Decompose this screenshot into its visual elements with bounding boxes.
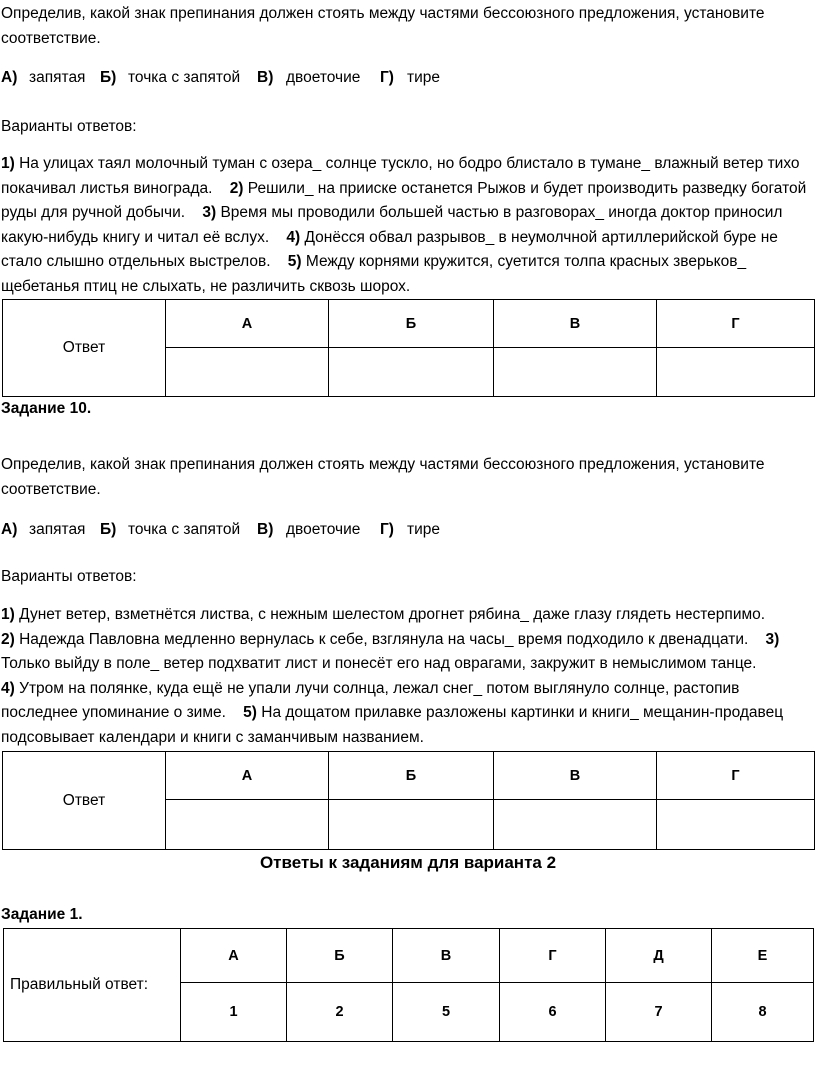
option-letter-g: Г)	[380, 69, 394, 86]
item-text: Дунет ветер, взметнётся листва, с нежным шелестом дрогнет рябина_ даже глазу глядеть нестерпимо.	[19, 606, 766, 623]
answer-value-g: 6	[500, 983, 606, 1042]
answer-cell-a[interactable]	[166, 348, 329, 397]
column-header-g: Г	[657, 300, 815, 348]
column-header-e: Е	[712, 929, 814, 983]
item-number: 2)	[229, 179, 244, 197]
answer-cell-b[interactable]	[329, 348, 494, 397]
option-letter-b: Б)	[100, 69, 117, 86]
column-header-d: Д	[606, 929, 712, 983]
task10-heading: Задание 10.	[1, 400, 92, 417]
option-letter-v: В)	[257, 521, 274, 538]
option-text-a: запятая	[29, 69, 86, 86]
item-number: 4)	[1, 679, 15, 697]
column-header-b: Б	[329, 300, 494, 348]
item-number: 1)	[1, 606, 15, 623]
item-text: Утром на полянке, куда ещё не упали лучи солнца, лежал снег_ потом выглянуло солнце, растопив последнее упоминание о зиме.	[1, 679, 740, 721]
column-header-b: Б	[287, 929, 393, 983]
task10-answer-table	[2, 751, 815, 850]
option-letter-b: Б)	[100, 521, 117, 538]
task10-instruction: Определив, какой знак препинания должен стоять между частями бессоюзного предложения, установите соответствие.	[1, 456, 765, 498]
column-header-v: В	[494, 752, 657, 800]
answer-value-v: 5	[393, 983, 500, 1042]
answer-label: Ответ	[3, 752, 166, 850]
answer-cell-a[interactable]	[166, 800, 329, 850]
answer-cell-v[interactable]	[494, 800, 657, 850]
answer-value-d: 7	[606, 983, 712, 1042]
item-number: 3)	[765, 630, 780, 648]
item-number: 5)	[243, 704, 257, 721]
answer-cell-b[interactable]	[329, 800, 494, 850]
item-text: Донёсся обвал разрывов_ в неумолчной артиллерийской буре не стало слышно отдельных выстрелов.	[1, 228, 778, 270]
item-text: Только выйду в поле_ ветер подхватит лист и понесёт его над оврагами, закружит в немыслимом танце.	[1, 655, 757, 672]
column-header-v: В	[393, 929, 500, 983]
answer-cell-g[interactable]	[657, 800, 815, 850]
option-text-g: тире	[407, 69, 440, 86]
option-letter-g: Г)	[380, 521, 394, 538]
task9-variants-label: Варианты ответов:	[1, 118, 137, 135]
column-header-g: Г	[500, 929, 606, 983]
item-number: 4)	[286, 228, 301, 246]
correct-answer-label: Правильный ответ:	[4, 929, 181, 1042]
item-text: Решили_ на прииске останется Рыжов и будет производить разведку богатой руды для ручной добычи.	[1, 179, 807, 221]
option-text-b: точка с запятой	[128, 69, 241, 86]
column-header-a: А	[181, 929, 287, 983]
column-header-g: Г	[657, 752, 815, 800]
task9-options	[1, 66, 813, 90]
item-text: На улицах таял молочный туман с озера_ солнце тускло, но бодро блистало в тумане_ влажный ветер тихо покачивал листья винограда.	[1, 155, 800, 197]
option-text-v: двоеточие	[286, 69, 361, 86]
item-text: Время мы проводили большей частью в разговорах_ иногда доктор приносил какую-нибудь книгу и читал её вслух.	[1, 204, 783, 246]
item-text: Между корнями кружится, суетится толпа красных зверьков_ щебетанья птиц не слыхать, не различить сквозь шорох.	[1, 253, 747, 295]
answer-value-b: 2	[287, 983, 393, 1042]
task10-items	[1, 603, 813, 750]
task10-options	[1, 518, 813, 542]
option-text-g: тире	[407, 521, 440, 538]
option-letter-v: В)	[257, 69, 274, 86]
option-text-v: двоеточие	[286, 521, 361, 538]
option-letter-a: А)	[1, 69, 18, 86]
answer-cell-g[interactable]	[657, 348, 815, 397]
column-header-a: А	[166, 300, 329, 348]
answers-table	[3, 928, 814, 1042]
answer-cell-v[interactable]	[494, 348, 657, 397]
answer-value-e: 8	[712, 983, 814, 1042]
option-letter-a: А)	[1, 521, 18, 538]
option-text-a: запятая	[29, 521, 86, 538]
answers-title: Ответы к заданиям для варианта 2	[259, 853, 557, 872]
task9-instruction: Определив, какой знак препинания должен стоять между частями бессоюзного предложения, установите соответствие.	[1, 5, 765, 47]
column-header-a: А	[166, 752, 329, 800]
item-text: На дощатом прилавке разложены картинки и книги_ мещанин-продавец подсовывает календари и книги с заманчивым названием.	[1, 704, 784, 746]
task9-answer-table	[2, 299, 815, 397]
answer-value-a: 1	[181, 983, 287, 1042]
column-header-v: В	[494, 300, 657, 348]
option-text-b: точка с запятой	[128, 521, 241, 538]
task9-items	[1, 152, 813, 299]
task10-variants-label: Варианты ответов:	[1, 568, 137, 585]
column-header-b: Б	[329, 752, 494, 800]
item-number: 5)	[287, 253, 302, 270]
answers-task1-heading: Задание 1.	[1, 906, 83, 923]
item-text: Надежда Павловна медленно вернулась к себе, взглянула на часы_ время подходило к двенадцати.	[19, 630, 749, 648]
item-number: 1)	[1, 155, 15, 172]
item-number: 2)	[1, 630, 15, 648]
item-number: 3)	[202, 204, 217, 221]
answer-label: Ответ	[3, 300, 166, 397]
